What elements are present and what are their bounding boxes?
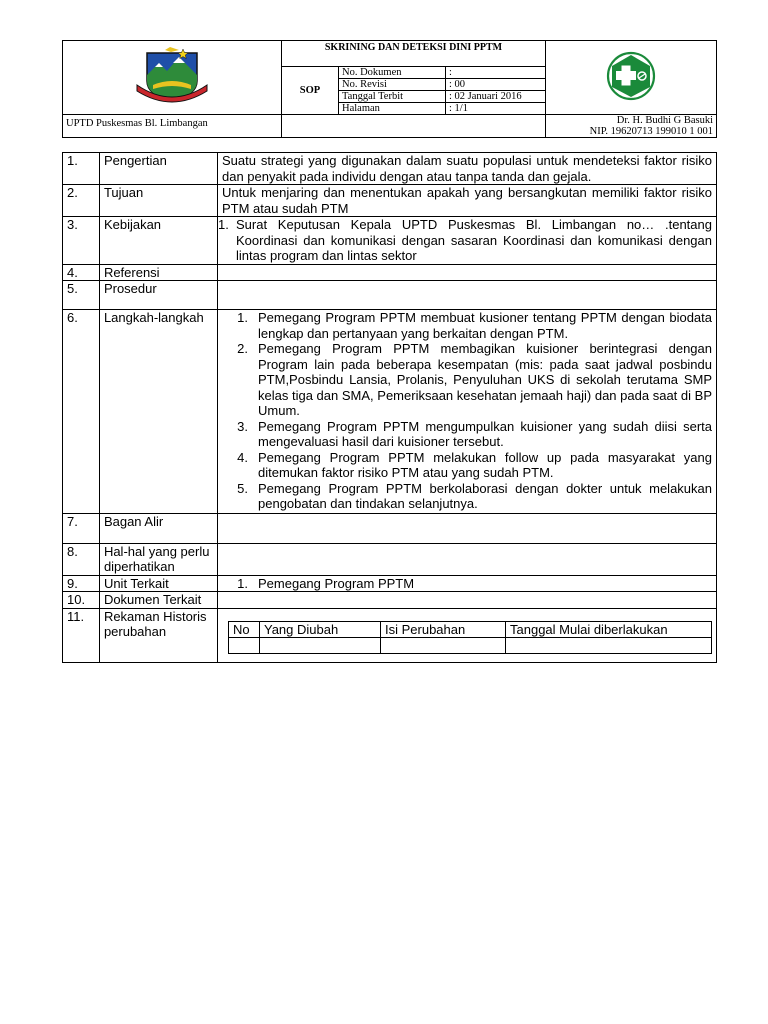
row-value bbox=[218, 575, 717, 592]
table-row bbox=[63, 185, 717, 217]
history-cell bbox=[260, 638, 381, 654]
row-value bbox=[218, 608, 717, 663]
list-item-text: Pemegang Program PPTM mengumpulkan kuisioner yang sudah diisi serta mengevaluasi hasil dari kuisioner tersebut. bbox=[258, 418, 712, 449]
row-label: Unit Terkait bbox=[99, 575, 217, 592]
row-number: 8. bbox=[63, 543, 100, 575]
row-value bbox=[218, 513, 717, 543]
sop-label: SOP bbox=[282, 67, 339, 115]
meta-label: Tanggal Terbit bbox=[339, 91, 446, 103]
list-item-text: Pemegang Program PPTM berkolaborasi dengan dokter untuk melakukan pengobatan dan tindakan selanjutnya. bbox=[258, 480, 712, 511]
row-value bbox=[218, 592, 717, 609]
list-item bbox=[222, 576, 712, 592]
history-cell bbox=[506, 638, 712, 654]
meta-label: No. Dokumen bbox=[339, 67, 446, 79]
list-item bbox=[222, 341, 712, 419]
list-item-number: 1. bbox=[237, 310, 248, 325]
row-number: 1. bbox=[63, 153, 100, 185]
row-number: 2. bbox=[63, 185, 100, 217]
table-row bbox=[63, 153, 717, 185]
row-value bbox=[218, 217, 717, 265]
list-item bbox=[218, 217, 712, 264]
row-label: Bagan Alir bbox=[99, 513, 217, 543]
change-history-table bbox=[228, 621, 712, 655]
organization-name: UPTD Puskesmas Bl. Limbangan bbox=[63, 115, 282, 138]
list-item-number: 4. bbox=[237, 449, 248, 465]
row-number: 7. bbox=[63, 513, 100, 543]
row-value bbox=[218, 543, 717, 575]
related-unit-list bbox=[222, 576, 712, 592]
row-value: Suatu strategi yang digunakan dalam suatu populasi untuk mendeteksi faktor risiko dan penyakit pada individu dengan atau tanpa tanda dan gejala. bbox=[218, 153, 717, 185]
table-row bbox=[63, 543, 717, 575]
list-item bbox=[222, 419, 712, 450]
row-label: Pengertian bbox=[99, 153, 217, 185]
table-row bbox=[63, 575, 717, 592]
list-item-text: Pemegang Program PPTM membagikan kuisioner berintegrasi dengan Program lain pada beberapa kesempatan (mis: pada saat jadwal posbindu PTM,Posbindu Lansia, Prolanis, Penyuluhan UKS di sekolah terutama SMP kelas tiga dan SMA, Pemeriksaan kesehatan jemaah haji) dan pada saat di BP Umum. bbox=[258, 341, 712, 418]
puskesmas-logo-cell bbox=[546, 41, 717, 115]
row-value bbox=[218, 310, 717, 514]
steps-list bbox=[222, 310, 712, 512]
row-label: Rekaman Historis perubahan bbox=[99, 608, 217, 663]
history-column-header: Tanggal Mulai diberlakukan bbox=[506, 621, 712, 638]
table-row bbox=[63, 310, 717, 514]
document-meta bbox=[339, 67, 545, 114]
table-row bbox=[63, 217, 717, 265]
row-label: Referensi bbox=[99, 264, 217, 281]
row-number: 4. bbox=[63, 264, 100, 281]
signer-block bbox=[546, 115, 717, 138]
puskesmas-cross-icon bbox=[602, 51, 660, 101]
list-item-text: Pemegang Program PPTM melakukan follow up pada masyarakat yang ditemukan faktor risiko PTM atau yang sudah PTM. bbox=[258, 449, 712, 480]
history-cell bbox=[381, 638, 506, 654]
document-meta-cell bbox=[339, 67, 546, 115]
row-label: Prosedur bbox=[99, 281, 217, 310]
list-item bbox=[222, 310, 712, 341]
list-item-text: Surat Keputusan Kepala UPTD Puskesmas Bl. Limbangan no… .tentang Koordinasi dan komunikasi dengan sasaran Koordinasi dan komunikasi dengan lintas program dan lintas sektor bbox=[236, 217, 712, 263]
list-item bbox=[222, 481, 712, 512]
table-row bbox=[63, 264, 717, 281]
history-cell bbox=[229, 638, 260, 654]
meta-value: : 1/1 bbox=[446, 103, 546, 115]
sop-header bbox=[62, 40, 717, 138]
list-item-number: 3. bbox=[237, 418, 248, 434]
row-label: Tujuan bbox=[99, 185, 217, 217]
list-item-text: Pemegang Program PPTM membuat kusioner tentang PPTM dengan biodata lengkap dan pertanyaan yang berkaitan dengan PTM. bbox=[258, 310, 712, 341]
signer-name: Dr. H. Budhi G Basuki bbox=[616, 115, 713, 126]
history-column-header: No bbox=[229, 621, 260, 638]
meta-value: : bbox=[446, 67, 546, 79]
row-label: Hal-hal yang perlu diperhatikan bbox=[99, 543, 217, 575]
row-label: Langkah-langkah bbox=[99, 310, 217, 514]
table-row bbox=[63, 281, 717, 310]
row-number: 11. bbox=[63, 608, 100, 663]
table-row bbox=[63, 513, 717, 543]
row-label: Dokumen Terkait bbox=[99, 592, 217, 609]
list-item-number: 1. bbox=[218, 217, 229, 232]
list-item-text: Pemegang Program PPTM bbox=[258, 575, 415, 591]
table-row bbox=[63, 608, 717, 663]
list-item-number: 2. bbox=[237, 341, 248, 356]
sop-title: SKRINING DAN DETEKSI DINI PPTM bbox=[282, 41, 546, 67]
row-value: Untuk menjaring dan menentukan apakah yang bersangkutan memiliki faktor risiko PTM atau sudah PTM bbox=[218, 185, 717, 217]
row-value bbox=[218, 281, 717, 310]
row-number: 9. bbox=[63, 575, 100, 592]
row-number: 3. bbox=[63, 217, 100, 265]
history-column-header: Yang Diubah bbox=[260, 621, 381, 638]
list-item bbox=[222, 450, 712, 481]
meta-value: : 00 bbox=[446, 79, 546, 91]
history-column-header: Isi Perubahan bbox=[381, 621, 506, 638]
row-number: 5. bbox=[63, 281, 100, 310]
meta-label: No. Revisi bbox=[339, 79, 446, 91]
table-row bbox=[63, 592, 717, 609]
policy-list bbox=[218, 217, 712, 264]
row-label: Kebijakan bbox=[99, 217, 217, 265]
meta-label: Halaman bbox=[339, 103, 446, 115]
signer-nip: NIP. 19620713 199010 1 001 bbox=[589, 126, 713, 137]
row-number: 10. bbox=[63, 592, 100, 609]
regency-crest-cell bbox=[63, 41, 282, 115]
meta-value: : 02 Januari 2016 bbox=[446, 91, 546, 103]
regency-crest-icon bbox=[133, 47, 211, 105]
list-item-number: 5. bbox=[237, 480, 248, 496]
sop-content-table bbox=[62, 152, 717, 663]
row-value bbox=[218, 264, 717, 281]
row-number: 6. bbox=[63, 310, 100, 514]
list-item-number: 1. bbox=[237, 575, 248, 591]
